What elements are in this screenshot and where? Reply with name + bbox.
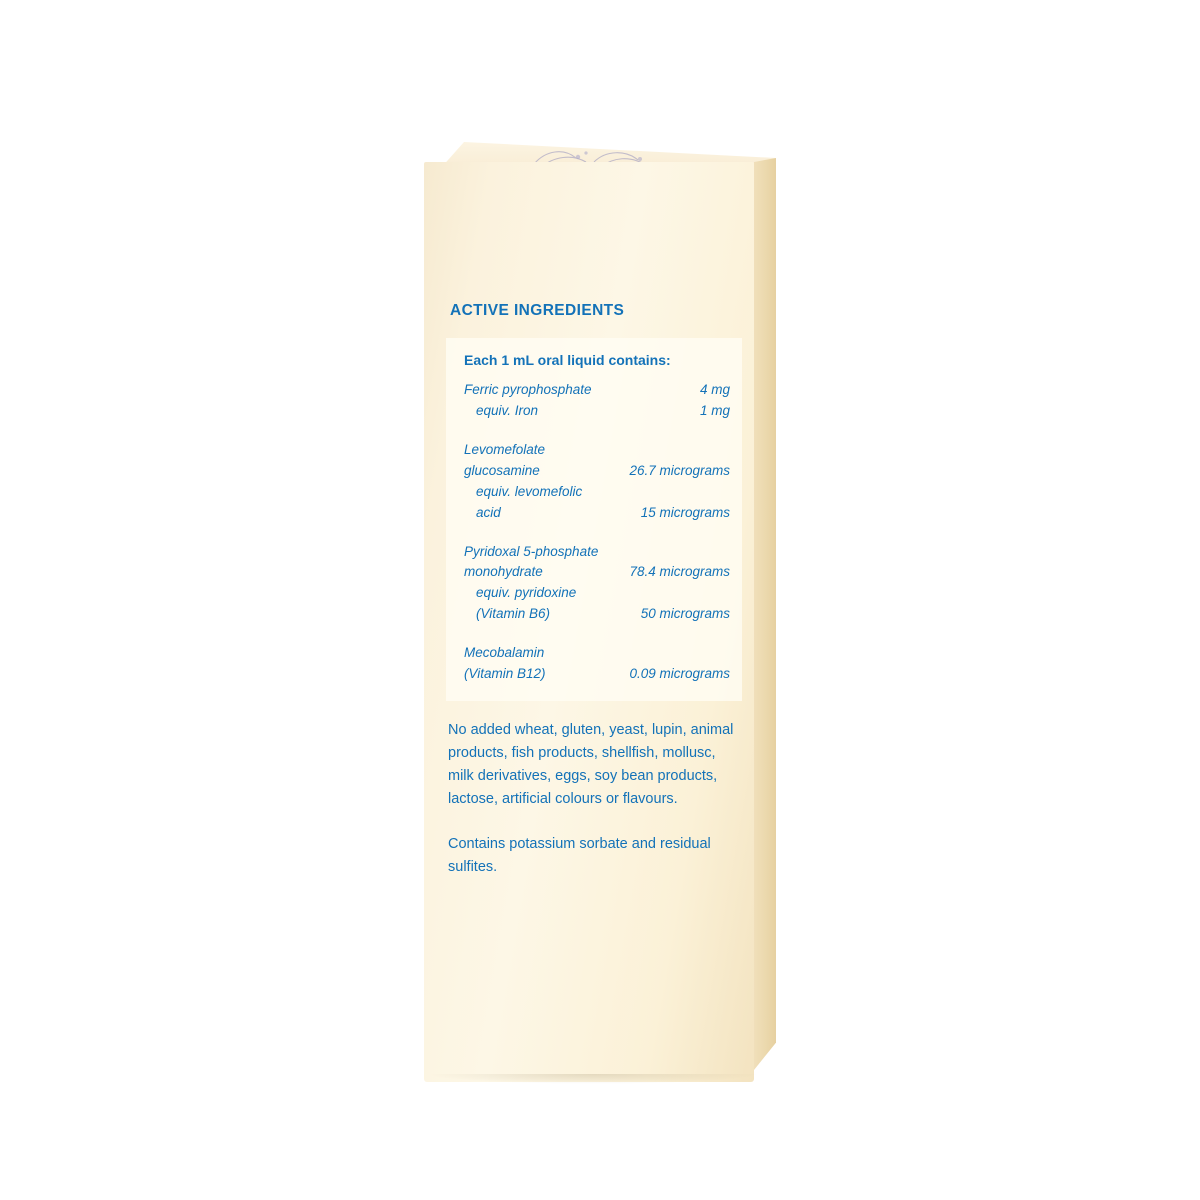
- ingredient-name: acid: [476, 504, 501, 520]
- ingredient-group: [446, 542, 742, 626]
- free-from-statement: No added wheat, gluten, yeast, lupin, animal products, fish products, shellfish, mollusc, milk derivatives, eggs, soy bean products, lactose, artificial colours or flavours.: [448, 722, 734, 807]
- ingredient-value: 4 mg: [699, 382, 730, 397]
- ingredient-row: [446, 461, 742, 482]
- ingredient-row: [446, 562, 742, 583]
- carton-front-panel: [424, 162, 754, 1082]
- ingredients-panel: [446, 302, 746, 879]
- ingredient-row: [446, 664, 742, 685]
- ingredient-row: [446, 401, 742, 422]
- active-ingredients-heading: ACTIVE INGREDIENTS: [450, 302, 625, 319]
- ingredient-name: monohydrate: [464, 564, 543, 580]
- ingredient-row: [446, 440, 742, 461]
- ingredient-group: [446, 440, 742, 524]
- ingredient-name: Mecobalamin: [464, 645, 545, 661]
- ingredient-row: [446, 542, 742, 563]
- carton-side-panel: [754, 158, 776, 1070]
- ingredients-box: [446, 338, 742, 701]
- ingredient-value: 1 mg: [699, 402, 730, 418]
- ingredient-value: 50 micrograms: [640, 606, 730, 622]
- ingredient-group: [446, 643, 742, 685]
- ingredient-name: equiv. levomefolic: [476, 483, 583, 499]
- ingredient-value: 0.09 micrograms: [629, 666, 730, 682]
- ingredient-row: [446, 604, 742, 625]
- contains-statement: Contains potassium sorbate and residual sulfites.: [448, 835, 711, 875]
- ingredient-row: [446, 482, 742, 503]
- ingredient-name: equiv. pyridoxine: [476, 585, 577, 601]
- carton-base-shadow: [426, 1074, 760, 1084]
- ingredient-value: 78.4 micrograms: [629, 564, 730, 580]
- ingredient-name: glucosamine: [464, 462, 540, 478]
- ingredient-value: 26.7 micrograms: [629, 462, 730, 478]
- ingredient-row: [446, 643, 742, 664]
- ingredient-name: Pyridoxal 5-phosphate: [464, 543, 599, 559]
- ingredient-row: [446, 583, 742, 604]
- ingredient-name: equiv. Iron: [476, 402, 539, 418]
- ingredients-box-title: Each 1 mL oral liquid contains:: [464, 352, 671, 368]
- ingredient-group: [446, 380, 742, 422]
- ingredient-row: [446, 380, 742, 401]
- ingredient-row: [446, 503, 742, 524]
- ingredient-value: 15 micrograms: [640, 504, 730, 520]
- product-carton: [424, 142, 776, 1082]
- ingredient-name: Ferric pyrophosphate: [464, 382, 592, 397]
- ingredient-name: (Vitamin B6): [476, 606, 551, 622]
- ingredient-name: Levomefolate: [464, 441, 546, 457]
- ingredient-name: (Vitamin B12): [464, 666, 546, 682]
